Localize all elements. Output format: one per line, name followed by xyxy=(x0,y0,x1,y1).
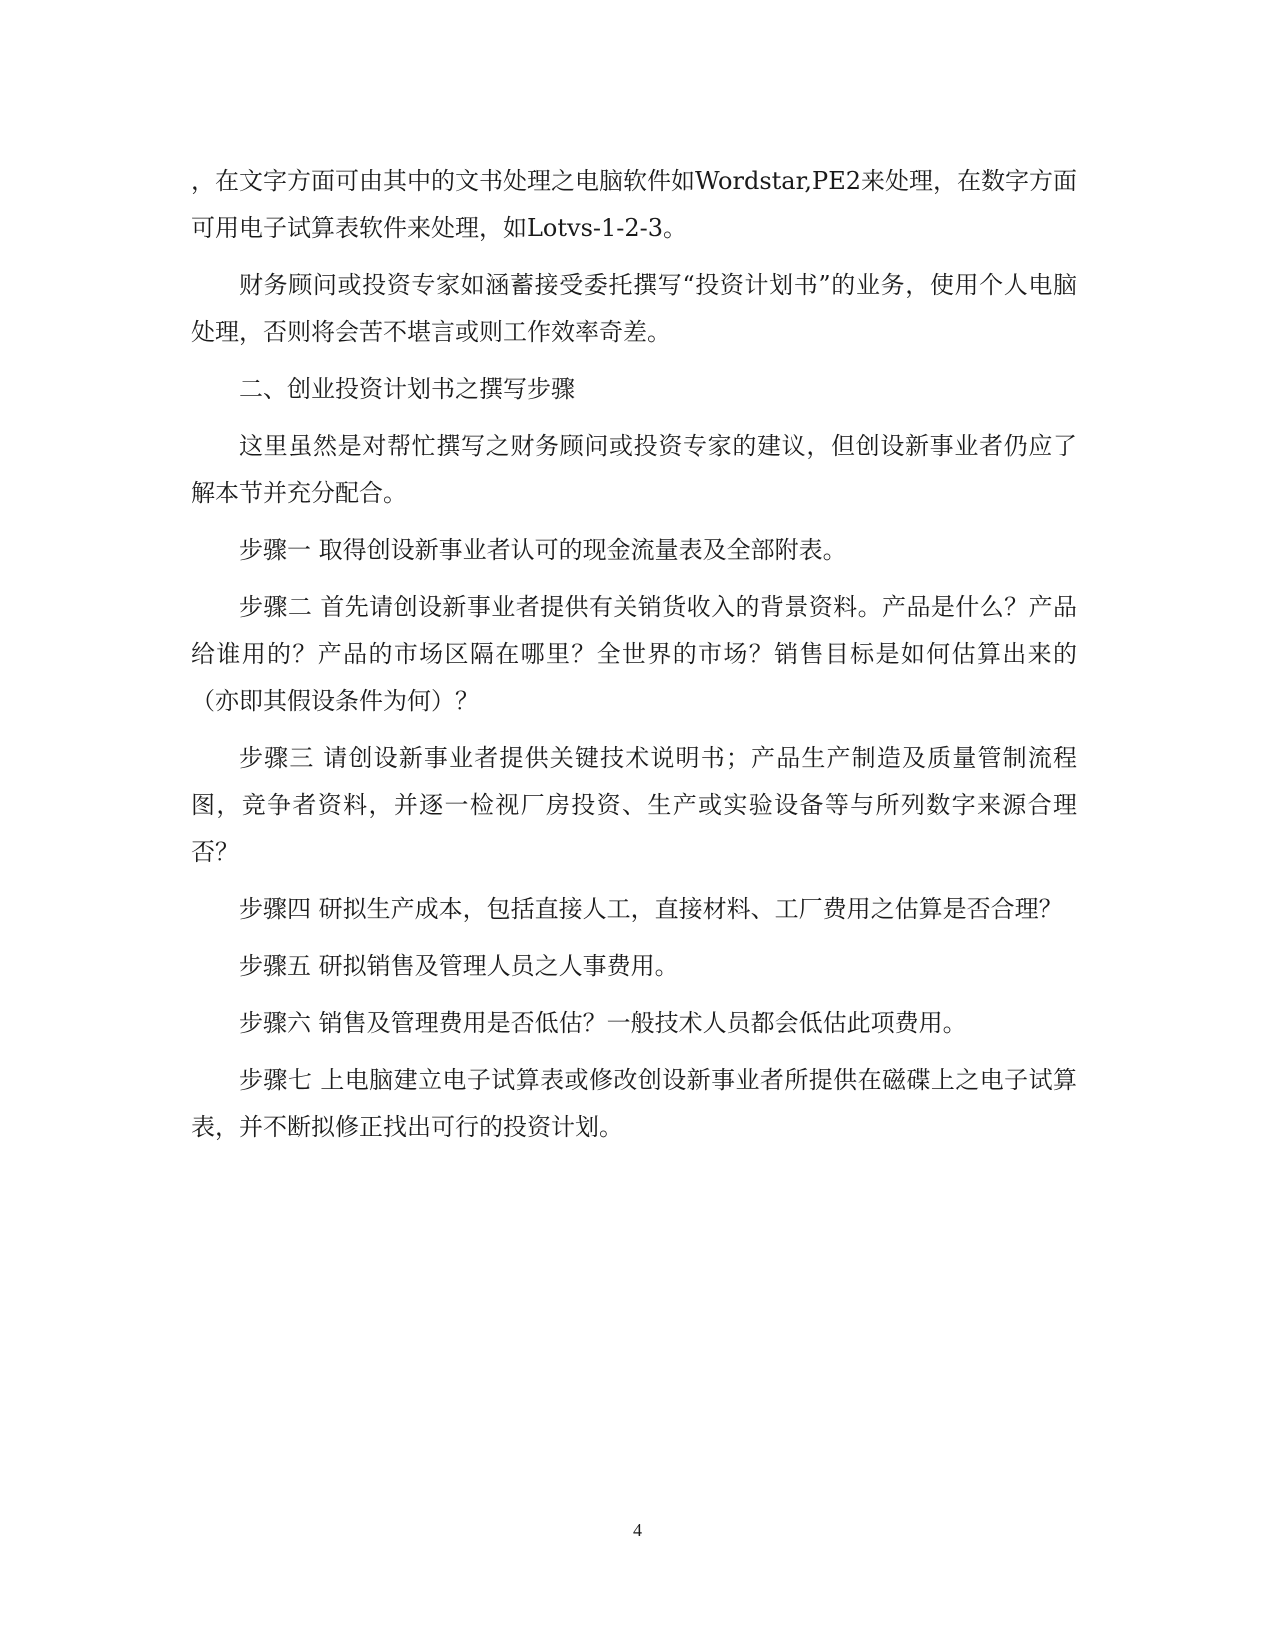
paragraph-step-6: 步骤六 销售及管理费用是否低估？一般技术人员都会低估此项费用。 xyxy=(239,1009,967,1037)
paragraph-step-7: 步骤七 上电脑建立电子试算表或修改创设新事业者所提供在磁碟上之电子试算表，并不断拟修正找出可行的投资计划。 xyxy=(191,1066,1077,1141)
document-body xyxy=(191,158,1077,1161)
section-heading-writing-steps: 二、创业投资计划书之撰写步骤 xyxy=(239,375,575,403)
paragraph-step-4: 步骤四 研拟生产成本，包括直接人工，直接材料、工厂费用之估算是否合理？ xyxy=(239,895,1063,923)
paragraph-step-5: 步骤五 研拟销售及管理人员之人事费用。 xyxy=(239,952,679,980)
paragraph-advisor-note: 财务顾问或投资专家如涵蓄接受委托撰写“投资计划书”的业务，使用个人电脑处理，否则将会苦不堪言或则工作效率奇差。 xyxy=(191,271,1077,346)
paragraph-section-intro: 这里虽然是对帮忙撰写之财务顾问或投资专家的建议，但创设新事业者仍应了解本节并充分配合。 xyxy=(191,432,1077,507)
paragraph-step-1: 步骤一 取得创设新事业者认可的现金流量表及全部附表。 xyxy=(239,536,847,564)
page-number: 4 xyxy=(633,1520,642,1540)
paragraph-continuation: ，在文字方面可由其中的文书处理之电脑软件如Wordstar,PE2来处理，在数字方面可用电子试算表软件来处理，如Lotvs-1-2-3。 xyxy=(191,167,1077,242)
paragraph-step-3: 步骤三 请创设新事业者提供关键技术说明书；产品生产制造及质量管制流程图，竞争者资料，并逐一检视厂房投资、生产或实验设备等与所列数字来源合理否？ xyxy=(191,744,1077,866)
paragraph-step-2: 步骤二 首先请创设新事业者提供有关销货收入的背景资料。产品是什么？产品给谁用的？产品的市场区隔在哪里？全世界的市场？销售目标是如何估算出来的（亦即其假设条件为何）？ xyxy=(191,593,1077,715)
